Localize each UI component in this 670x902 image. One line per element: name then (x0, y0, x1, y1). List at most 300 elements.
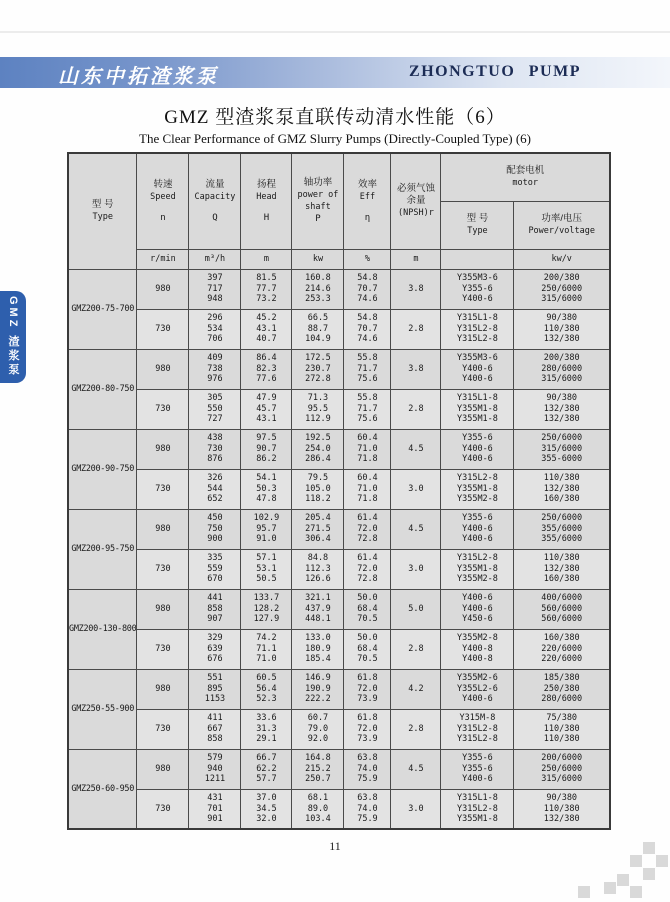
value-line: Y355M2-6 (456, 673, 498, 684)
value-line: 50.0 (357, 593, 378, 604)
value-line: 133.0 (305, 633, 331, 644)
value-line: 95.7 (256, 523, 277, 534)
speed-cell: 730 (137, 309, 189, 349)
value-line: Y400-6 (462, 774, 493, 785)
unit-power: kw (292, 249, 344, 269)
value-line: 146.9 (305, 673, 331, 684)
value-line: 205.4 (305, 513, 331, 524)
table-row (68, 709, 610, 749)
unit-motor-power: kw/v (514, 249, 610, 269)
value-line: 200/380 (543, 353, 580, 364)
value-line: 74.6 (357, 334, 378, 345)
value-line: 73.9 (357, 734, 378, 745)
value-line: 71.0 (256, 654, 277, 665)
value-line: 75.6 (357, 374, 378, 385)
value-line: 40.7 (256, 334, 277, 345)
value-line: 437.9 (305, 603, 331, 614)
value-line: 560/6000 (541, 614, 583, 625)
value-line: 335 (207, 553, 223, 564)
value-line: 254.0 (305, 443, 331, 454)
value-line: 132/380 (543, 334, 580, 345)
value-line: Y315L2-8 (456, 734, 498, 745)
col-header-model (68, 153, 137, 269)
value-line: Y400-6 (462, 374, 493, 385)
value-line: Y355-6 (462, 513, 493, 524)
shaft-power-cell (292, 629, 344, 669)
value-line: 71.1 (256, 643, 277, 654)
value-line: 29.1 (256, 734, 277, 745)
unit-npsh: m (391, 249, 441, 269)
value-line: 272.8 (305, 374, 331, 385)
motor-type-cell (441, 669, 514, 709)
efficiency-cell (344, 349, 391, 389)
table-row (68, 389, 610, 429)
value-line: 66.5 (307, 313, 329, 324)
col-header-npsh: 必须气蚀 余量 (NPSH)r (391, 153, 441, 249)
efficiency-cell (344, 389, 391, 429)
motor-type-cell (441, 629, 514, 669)
value-line: 185/380 (543, 673, 580, 684)
unit-eff: % (344, 249, 391, 269)
value-line: 551 (207, 673, 223, 684)
efficiency-cell (344, 309, 391, 349)
speed-cell: 980 (137, 349, 189, 389)
motor-power-cell (514, 669, 610, 709)
unit-capacity: m³/h (189, 249, 241, 269)
value-line: 77.6 (256, 374, 277, 385)
value-line: 74.0 (357, 803, 378, 814)
value-line: 400/6000 (541, 593, 583, 604)
motor-type-cell (441, 349, 514, 389)
value-line: 305 (207, 393, 223, 404)
value-line: 110/380 (543, 734, 580, 745)
value-line: 112.9 (305, 414, 331, 425)
value-line: 60.4 (357, 433, 378, 444)
npsh-cell: 4.5 (391, 429, 441, 469)
unit-head: m (241, 249, 292, 269)
value-line: 74.2 (256, 633, 277, 644)
value-line: 55.8 (357, 353, 378, 364)
value-line: 717 (207, 283, 223, 294)
npsh-cell: 2.8 (391, 709, 441, 749)
value-line: 54.8 (357, 273, 378, 284)
value-line: 222.2 (305, 694, 331, 705)
value-line: 73.9 (357, 694, 378, 705)
head-cell (241, 309, 292, 349)
value-line: 50.3 (256, 483, 277, 494)
value-line: 676 (207, 654, 223, 665)
value-line: 876 (207, 454, 223, 465)
value-line: 409 (207, 353, 223, 364)
header-model-en: Type (92, 212, 113, 223)
npsh-cell: 2.8 (391, 629, 441, 669)
head-cell (241, 709, 292, 749)
col-header-efficiency: 效率 Eff η (344, 153, 391, 249)
value-line: Y400-6 (462, 603, 493, 614)
value-line: 192.5 (305, 433, 331, 444)
speed-cell: 730 (137, 629, 189, 669)
value-line: 652 (207, 494, 223, 505)
motor-power-cell (514, 429, 610, 469)
value-line: Y355-6 (462, 433, 493, 444)
capacity-cell (189, 349, 241, 389)
checker-square (630, 855, 642, 867)
value-line: 90.7 (256, 443, 277, 454)
model-cell: GMZ200-95-750 (68, 509, 137, 589)
value-line: 250/380 (543, 683, 580, 694)
col-header-motor-power: 功率/电压 Power/voltage (514, 201, 610, 249)
value-line: 50.0 (357, 633, 378, 644)
value-line: 79.0 (307, 723, 329, 734)
motor-type-cell (441, 389, 514, 429)
value-line: 74.6 (357, 294, 378, 305)
value-line: 95.5 (307, 403, 329, 414)
value-line: Y355-6 (462, 763, 493, 774)
value-line: 901 (207, 814, 223, 824)
value-line: 84.8 (307, 553, 329, 564)
value-line: 448.1 (305, 614, 331, 625)
brand-header-bar (0, 57, 670, 88)
value-line: 33.6 (256, 713, 277, 724)
head-cell (241, 589, 292, 629)
value-line: 315/6000 (541, 774, 583, 785)
npsh-cell: 5.0 (391, 589, 441, 629)
value-line: 47.8 (256, 494, 277, 505)
value-line: 948 (207, 294, 223, 305)
value-line: 271.5 (305, 523, 331, 534)
page-subtitle: The Clear Performance of GMZ Slurry Pumps (Directly-Coupled Type) (6) (139, 131, 531, 146)
value-line: 110/380 (543, 553, 580, 564)
value-line: 250/6000 (541, 513, 583, 524)
units-row (68, 249, 610, 269)
value-line: 701 (207, 803, 223, 814)
head-cell (241, 429, 292, 469)
value-line: 160.8 (305, 273, 331, 284)
value-line: Y400-6 (462, 294, 493, 305)
value-line: Y450-6 (462, 614, 493, 625)
value-line: Y315L2-8 (456, 334, 498, 345)
motor-power-cell (514, 749, 610, 789)
value-line: 315/6000 (541, 294, 583, 305)
value-line: 81.5 (256, 273, 277, 284)
value-line: 132/380 (543, 814, 580, 824)
model-cell: GMZ200-80-750 (68, 349, 137, 429)
efficiency-cell (344, 669, 391, 709)
model-cell: GMZ200-90-750 (68, 429, 137, 509)
capacity-cell (189, 509, 241, 549)
capacity-cell (189, 629, 241, 669)
value-line: Y355M2-8 (456, 574, 498, 585)
value-line: 306.4 (305, 534, 331, 545)
value-line: 220/6000 (541, 643, 583, 654)
table-row (68, 789, 610, 829)
motor-type-cell (441, 549, 514, 589)
checker-square (604, 882, 616, 894)
speed-cell: 980 (137, 749, 189, 789)
value-line: 45.7 (256, 403, 277, 414)
performance-table (67, 152, 611, 830)
value-line: 71.8 (357, 494, 378, 505)
motor-power-cell (514, 269, 610, 309)
value-line: 57.7 (256, 774, 277, 785)
value-line: 895 (207, 683, 223, 694)
value-line: 86.4 (256, 353, 277, 364)
speed-cell: 980 (137, 509, 189, 549)
value-line: 60.4 (357, 473, 378, 484)
shaft-power-cell (292, 269, 344, 309)
value-line: Y400-8 (462, 643, 493, 654)
value-line: Y400-6 (462, 534, 493, 545)
capacity-cell (189, 309, 241, 349)
value-line: Y400-6 (462, 363, 493, 374)
value-line: 441 (207, 593, 223, 604)
head-cell (241, 349, 292, 389)
motor-power-cell (514, 629, 610, 669)
value-line: Y315L2-8 (456, 803, 498, 814)
value-line: 250/6000 (541, 283, 583, 294)
value-line: 907 (207, 614, 223, 625)
value-line: Y315L2-8 (456, 473, 498, 484)
value-line: 315/6000 (541, 443, 583, 454)
value-line: 53.1 (256, 563, 277, 574)
value-line: 68.1 (307, 793, 329, 803)
value-line: 286.4 (305, 454, 331, 465)
value-line: 534 (207, 323, 223, 334)
head-cell (241, 629, 292, 669)
unit-motor-model (441, 249, 514, 269)
value-line: 126.6 (305, 574, 331, 585)
value-line: Y355M3-6 (456, 273, 498, 284)
value-line: 559 (207, 563, 223, 574)
value-line: 92.0 (307, 734, 329, 745)
value-line: 31.3 (256, 723, 277, 734)
head-cell (241, 549, 292, 589)
speed-cell: 980 (137, 589, 189, 629)
value-line: Y400-6 (462, 523, 493, 534)
value-line: 132/380 (543, 403, 580, 414)
value-line: 431 (207, 793, 223, 803)
page-title: GMZ 型渣浆泵直联传动清水性能（6） (164, 107, 506, 128)
value-line: Y355M1-8 (456, 814, 498, 824)
head-cell (241, 669, 292, 709)
col-header-motor-model: 型 号 Type (441, 201, 514, 249)
speed-cell: 980 (137, 269, 189, 309)
value-line: 61.8 (357, 673, 378, 684)
value-line: 63.8 (357, 793, 378, 803)
value-line: 185.4 (305, 654, 331, 665)
value-line: 77.7 (256, 283, 277, 294)
capacity-cell (189, 709, 241, 749)
value-line: Y315L2-8 (456, 553, 498, 564)
value-line: 411 (207, 713, 223, 724)
value-line: 220/6000 (541, 654, 583, 665)
value-line: 940 (207, 763, 223, 774)
motor-power-cell (514, 309, 610, 349)
shaft-power-cell (292, 309, 344, 349)
head-cell (241, 509, 292, 549)
value-line: 71.7 (357, 403, 378, 414)
value-line: 71.7 (357, 363, 378, 374)
value-line: 727 (207, 414, 223, 425)
value-line: 127.9 (253, 614, 280, 625)
value-line: 110/380 (543, 323, 580, 334)
efficiency-cell (344, 749, 391, 789)
value-line: 315/6000 (541, 374, 583, 385)
page-top-rule (0, 31, 670, 33)
value-line: Y315L1-8 (456, 793, 498, 803)
npsh-cell: 2.8 (391, 309, 441, 349)
value-line: Y315L1-8 (456, 313, 498, 324)
value-line: 172.5 (305, 353, 331, 364)
value-line: 61.8 (357, 713, 378, 724)
value-line: 132/380 (543, 483, 580, 494)
value-line: 52.3 (256, 694, 277, 705)
value-line: 1153 (204, 694, 226, 705)
col-header-speed: 转速 Speed n (137, 153, 189, 249)
motor-power-cell (514, 709, 610, 749)
checker-square (630, 886, 642, 898)
col-header-shaft-power: 轴功率 power of shaft P (292, 153, 344, 249)
value-line: 90/380 (546, 793, 578, 803)
value-line: 71.3 (307, 393, 329, 404)
checker-square (617, 874, 629, 886)
value-line: 670 (207, 574, 223, 585)
value-line: 37.0 (256, 793, 277, 803)
head-cell (241, 469, 292, 509)
head-cell (241, 789, 292, 829)
unit-speed: r/min (137, 249, 189, 269)
value-line: 160/380 (543, 494, 580, 505)
capacity-cell (189, 669, 241, 709)
value-line: 55.8 (357, 393, 378, 404)
motor-type-cell (441, 789, 514, 829)
value-line: 32.0 (256, 814, 277, 824)
value-line: 750 (207, 523, 223, 534)
value-line: 214.6 (305, 283, 331, 294)
value-line: 86.2 (256, 454, 277, 465)
value-line: 858 (207, 603, 223, 614)
npsh-cell: 3.0 (391, 789, 441, 829)
shaft-power-cell (292, 549, 344, 589)
motor-type-cell (441, 589, 514, 629)
value-line: 118.2 (305, 494, 331, 505)
efficiency-cell (344, 509, 391, 549)
value-line: Y355M1-8 (456, 414, 498, 425)
model-cell: GMZ250-55-900 (68, 669, 137, 749)
value-line: 110/380 (543, 473, 580, 484)
value-line: 74.0 (357, 763, 378, 774)
motor-type-cell (441, 509, 514, 549)
capacity-cell (189, 429, 241, 469)
value-line: 105.0 (305, 483, 331, 494)
capacity-cell (189, 549, 241, 589)
value-line: 70.5 (357, 654, 378, 665)
value-line: 57.1 (256, 553, 277, 564)
table-row (68, 349, 610, 389)
value-line: 75.9 (357, 814, 378, 824)
shaft-power-cell (292, 509, 344, 549)
value-line: 579 (207, 753, 223, 764)
value-line: 1211 (204, 774, 226, 785)
value-line: 438 (207, 433, 223, 444)
value-line: 82.3 (256, 363, 277, 374)
value-line: 180.9 (305, 643, 331, 654)
motor-type-cell (441, 269, 514, 309)
value-line: 250/6000 (541, 763, 583, 774)
value-line: 397 (207, 273, 223, 284)
capacity-cell (189, 469, 241, 509)
value-line: 90/380 (546, 393, 578, 404)
value-line: 200/380 (543, 273, 580, 284)
npsh-cell: 2.8 (391, 389, 441, 429)
value-line: 43.1 (256, 414, 277, 425)
value-line: 54.8 (357, 313, 378, 324)
value-line: 230.7 (305, 363, 331, 374)
motor-power-cell (514, 789, 610, 829)
table-row (68, 509, 610, 549)
value-line: 70.5 (357, 614, 378, 625)
npsh-cell: 4.5 (391, 509, 441, 549)
value-line: 450 (207, 513, 223, 524)
shaft-power-cell (292, 429, 344, 469)
capacity-cell (189, 749, 241, 789)
motor-type-cell (441, 749, 514, 789)
npsh-cell: 3.8 (391, 269, 441, 309)
col-header-capacity: 流量 Capacity Q (189, 153, 241, 249)
value-line: 132/380 (543, 414, 580, 425)
section-index-tab: GMZ 渣浆泵 (0, 291, 26, 383)
shaft-power-cell (292, 789, 344, 829)
npsh-cell: 4.2 (391, 669, 441, 709)
efficiency-cell (344, 709, 391, 749)
npsh-cell: 3.0 (391, 469, 441, 509)
capacity-cell (189, 389, 241, 429)
capacity-cell (189, 789, 241, 829)
value-line: Y355M1-8 (456, 403, 498, 414)
value-line: 253.3 (305, 294, 331, 305)
value-line: 72.0 (357, 563, 378, 574)
value-line: 355-6000 (541, 454, 583, 465)
value-line: Y355-6 (462, 283, 493, 294)
motor-power-cell (514, 509, 610, 549)
head-cell (241, 389, 292, 429)
value-line: 132/380 (543, 563, 580, 574)
value-line: Y355M2-8 (456, 633, 498, 644)
shaft-power-cell (292, 669, 344, 709)
motor-power-cell (514, 549, 610, 589)
value-line: 91.0 (256, 534, 277, 545)
speed-cell: 980 (137, 429, 189, 469)
value-line: 976 (207, 374, 223, 385)
value-line: 56.4 (256, 683, 277, 694)
efficiency-cell (344, 589, 391, 629)
table-row (68, 549, 610, 589)
shaft-power-cell (292, 469, 344, 509)
efficiency-cell (344, 429, 391, 469)
npsh-cell: 3.8 (391, 349, 441, 389)
value-line: Y355M3-6 (456, 353, 498, 364)
value-line: 215.2 (305, 763, 331, 774)
speed-cell: 730 (137, 789, 189, 829)
value-line: 128.2 (253, 603, 280, 614)
motor-type-cell (441, 429, 514, 469)
value-line: 164.8 (305, 753, 331, 764)
value-line: 34.5 (256, 803, 277, 814)
value-line: 73.2 (256, 294, 277, 305)
value-line: 72.8 (357, 534, 378, 545)
motor-power-cell (514, 389, 610, 429)
head-cell (241, 749, 292, 789)
